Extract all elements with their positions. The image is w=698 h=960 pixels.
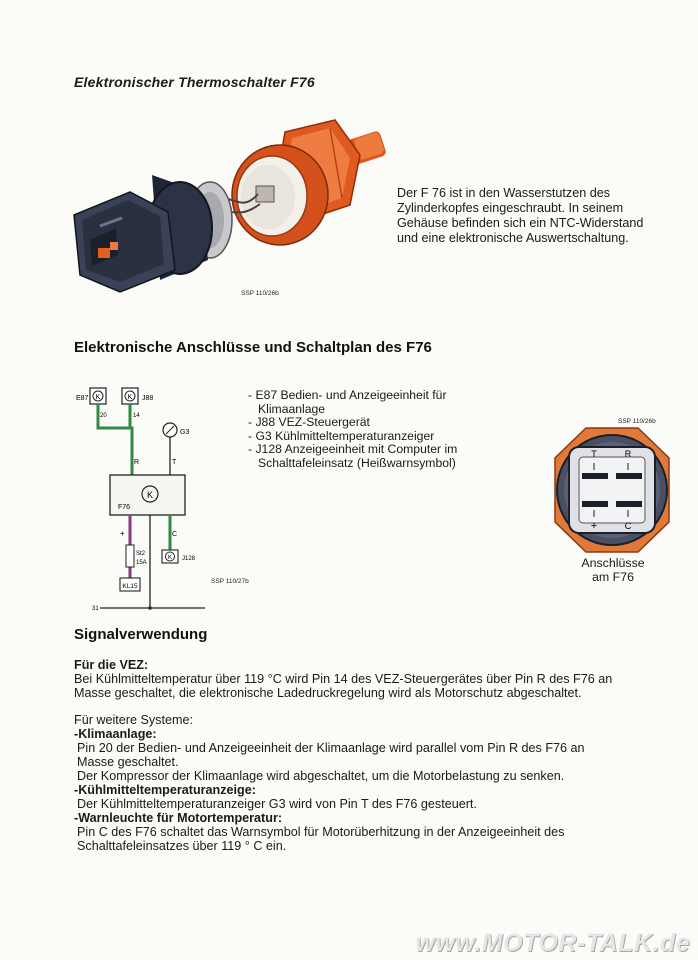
description-line: Gehäuse befinden sich ein NTC-Widerstand xyxy=(397,216,644,230)
e87-component xyxy=(90,388,106,404)
warn-line: Schalttafeleinsatzes über 119 ° C ein. xyxy=(77,839,287,853)
connections-heading: Elektronische Anschlüsse und Schaltplan des F76 xyxy=(74,339,432,356)
sensor-caption: SSP 110/26b xyxy=(241,290,279,297)
schematic-caption: SSP 110/27b xyxy=(211,578,249,585)
connector-caption: SSP 110/26b xyxy=(618,418,656,425)
j88-label: J88 xyxy=(142,395,154,402)
j88-component xyxy=(122,388,138,404)
watermark: www.MOTOR-TALK.de xyxy=(415,929,690,957)
kl15-label: KL15 xyxy=(122,583,138,590)
pin-t-contact xyxy=(582,473,608,479)
pin-r-contact xyxy=(616,473,642,479)
plus-label: + xyxy=(120,529,125,538)
fuse-st2 xyxy=(126,545,134,567)
pin-r-label: R xyxy=(624,449,632,459)
g3-gauge xyxy=(163,423,177,437)
vez-line: Bei Kühlmitteltemperatur über 119 °C wird Pin 14 des VEZ-Steuergerätes über Pin R des F76 an xyxy=(74,672,613,686)
st2-label: St2 xyxy=(136,551,146,557)
pin-plus-contact xyxy=(582,501,608,507)
description-line: und eine elektronische Auswertschaltung. xyxy=(397,231,629,245)
klima-title: -Klimaanlage: xyxy=(74,727,157,741)
description-line: Der F 76 ist in den Wasserstutzen des xyxy=(397,186,611,200)
pin-20-label: 20 xyxy=(100,413,107,419)
other-systems-section xyxy=(74,713,674,853)
f76-label: F76 xyxy=(118,504,131,511)
pin-14-label: 14 xyxy=(133,413,140,419)
description-line: Zylinderkopfes eingeschraubt. In seinem xyxy=(397,201,624,215)
other-intro: Für weitere Systeme: xyxy=(74,713,193,727)
legend-line: - J128 Anzeigeeinheit mit Computer im xyxy=(248,442,458,456)
pin-c-contact xyxy=(616,501,642,507)
legend-line: Schalttafeleinsatz (Heißwarnsymbol) xyxy=(258,455,456,470)
pin-plus-label: + xyxy=(590,520,598,532)
ground-label: 31 xyxy=(92,606,99,612)
j128-component xyxy=(162,550,178,563)
legend-line: - J88 VEZ-Steuergerät xyxy=(248,415,370,429)
klima-line: Pin 20 der Bedien- und Anzeigeeinheit der Klimaanlage wird parallel vom Pin R des F76 an xyxy=(77,741,585,755)
signal-heading: Signalverwendung xyxy=(74,626,208,643)
vez-title: Für die VEZ: xyxy=(74,658,149,672)
g3-label: G3 xyxy=(180,429,190,436)
k-symbol: K xyxy=(167,555,173,561)
sensor-housing xyxy=(232,145,328,245)
connector-label-line: Anschlüsse xyxy=(581,556,645,570)
vez-line: Masse geschaltet, die elektronische Ladedruckregelung wird als Motorschutz abgeschaltet. xyxy=(74,686,582,700)
j128-label: J128 xyxy=(182,556,196,562)
connector-face xyxy=(552,425,672,555)
legend-line: Klimaanlage xyxy=(258,401,326,416)
connector-label-line: am F76 xyxy=(591,569,634,584)
kuehl-line: Der Kühlmitteltemperaturanzeiger G3 wird von Pin T des F76 gesteuert. xyxy=(77,797,477,811)
component-legend xyxy=(248,389,508,470)
k-symbol: K xyxy=(95,394,101,401)
k-symbol: K xyxy=(127,394,133,401)
pin-t-label: T xyxy=(591,449,597,459)
sensor-description xyxy=(397,186,677,246)
vez-section xyxy=(74,658,674,700)
k-symbol: K xyxy=(146,490,154,500)
klima-line: Masse geschaltet. xyxy=(77,755,179,769)
page-title: Elektronischer Thermoschalter F76 xyxy=(74,74,315,90)
pin-r-label: R xyxy=(134,459,140,466)
sensor-illustration xyxy=(60,120,400,300)
klima-line: Der Kompressor der Klimaanlage wird abgeschaltet, um die Motorbelastung zu senken. xyxy=(77,769,565,783)
kuehl-title: -Kühlmitteltemperaturanzeige: xyxy=(74,783,256,797)
connector-label xyxy=(560,557,666,584)
fuse-label: 15A xyxy=(136,560,147,566)
warn-line: Pin C des F76 schaltet das Warnsymbol für Motorüberhitzung in der Anzeigeeinheit des xyxy=(77,825,565,839)
pin-t-label: T xyxy=(172,459,177,466)
e87-label: E87 xyxy=(76,395,89,402)
pin-c-label: C xyxy=(624,521,632,531)
connector-plug xyxy=(74,175,212,292)
warn-title: -Warnleuchte für Motortemperatur: xyxy=(74,811,283,825)
pin-c-label: C xyxy=(172,531,178,538)
legend-line: - E87 Bedien- und Anzeigeeinheit für xyxy=(248,388,447,402)
legend-line: - G3 Kühlmitteltemperaturanzeiger xyxy=(248,428,435,443)
